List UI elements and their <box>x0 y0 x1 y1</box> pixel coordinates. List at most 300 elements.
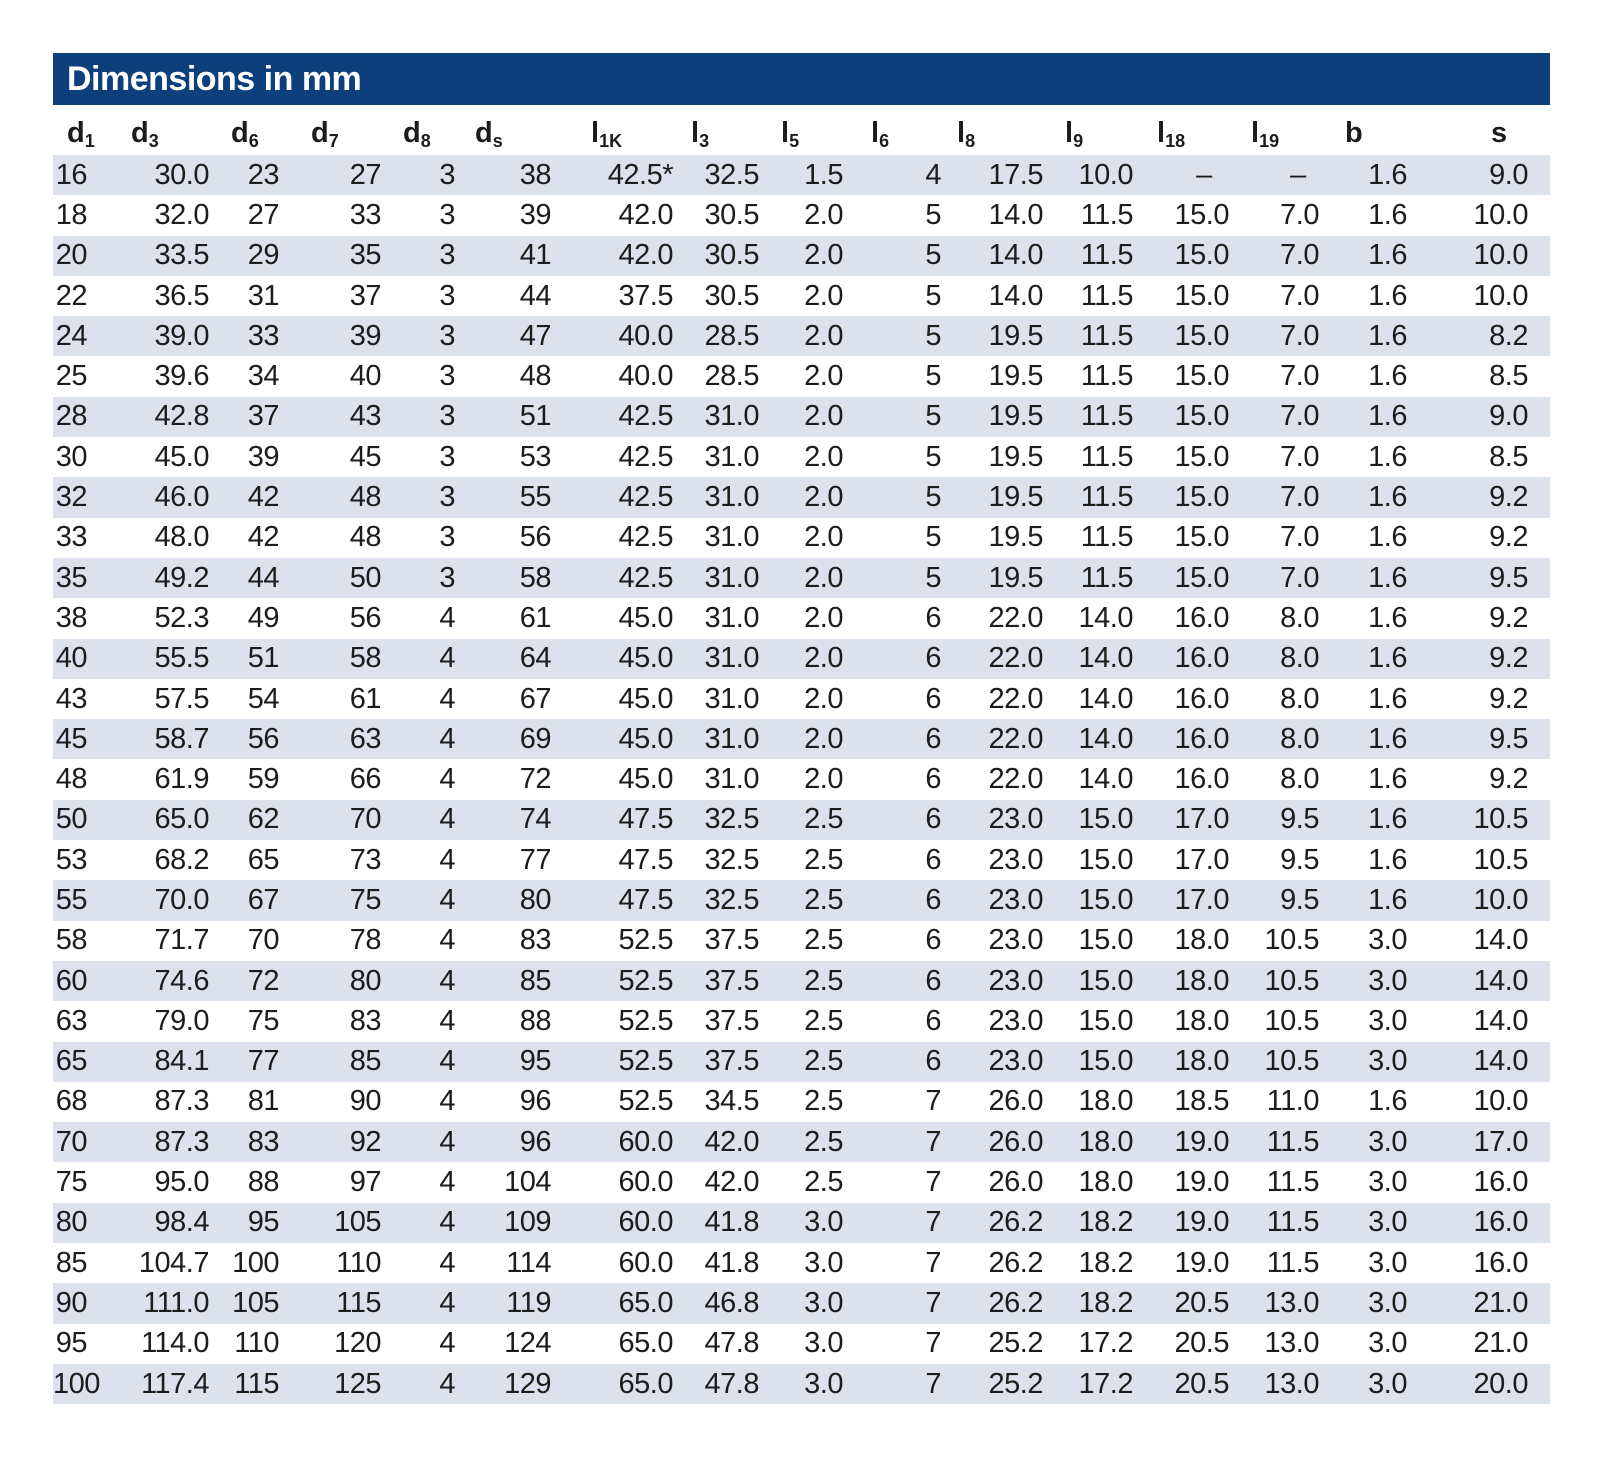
table-cell: 31.0 <box>691 477 781 517</box>
table-cell: 15.0 <box>1157 558 1251 598</box>
table-cell: 9.2 <box>1431 518 1550 558</box>
table-cell: 25.2 <box>957 1364 1065 1404</box>
table-cell: 10.0 <box>1065 155 1157 195</box>
table-cell: 18 <box>53 195 131 235</box>
table-cell: 32.0 <box>131 195 231 235</box>
table-cell: 58 <box>475 558 591 598</box>
table-cell: 70 <box>53 1122 131 1162</box>
column-header <box>1431 105 1550 155</box>
table-cell: 6 <box>871 719 957 759</box>
table-cell: 77 <box>231 1042 311 1082</box>
table-cell: 15.0 <box>1157 356 1251 396</box>
table-cell: 9.2 <box>1431 477 1550 517</box>
table-cell: 8.0 <box>1251 679 1345 719</box>
table-cell: 22.0 <box>957 679 1065 719</box>
table-cell: 65 <box>53 1042 131 1082</box>
column-header-base: l <box>691 116 700 149</box>
table-cell: 1.6 <box>1345 598 1431 638</box>
table-cell: 2.0 <box>781 639 871 679</box>
table-row <box>53 1001 1550 1041</box>
table-cell: 84.1 <box>131 1042 231 1082</box>
table-cell: 63 <box>53 1001 131 1041</box>
table-cell: 75 <box>53 1162 131 1202</box>
table-cell: 19.5 <box>957 437 1065 477</box>
table-cell: 19.5 <box>957 477 1065 517</box>
table-cell: 1.6 <box>1345 800 1431 840</box>
column-header-subscript: 18 <box>1165 130 1186 151</box>
table-cell: 6 <box>871 880 957 920</box>
table-cell: 4 <box>403 1324 475 1364</box>
table-row <box>53 1082 1550 1122</box>
table-cell: 20.5 <box>1157 1364 1251 1404</box>
table-cell: 81 <box>231 1082 311 1122</box>
column-header <box>475 105 591 155</box>
table-cell: 49 <box>231 598 311 638</box>
table-cell: 90 <box>53 1283 131 1323</box>
table-cell: 18.0 <box>1157 1001 1251 1041</box>
column-header-subscript: 5 <box>789 130 800 151</box>
table-row <box>53 477 1550 517</box>
table-cell: 35 <box>53 558 131 598</box>
table-cell: 7 <box>871 1082 957 1122</box>
table-cell: 42.5 <box>591 437 691 477</box>
table-cell: 90 <box>311 1082 403 1122</box>
table-cell: 4 <box>403 759 475 799</box>
table-cell: 44 <box>475 276 591 316</box>
table-cell: 4 <box>403 800 475 840</box>
table-cell: 47.5 <box>591 880 691 920</box>
table-cell: 11.5 <box>1251 1162 1345 1202</box>
table-cell: 14.0 <box>1431 1001 1550 1041</box>
table-cell: 95 <box>231 1203 311 1243</box>
table-cell: 2.5 <box>781 1082 871 1122</box>
column-header-subscript: 6 <box>879 130 890 151</box>
table-cell: 60.0 <box>591 1203 691 1243</box>
table-cell: 3.0 <box>781 1364 871 1404</box>
table-cell: 21.0 <box>1431 1283 1550 1323</box>
table-cell: 22.0 <box>957 598 1065 638</box>
table-row <box>53 397 1550 437</box>
column-header-subscript: 3 <box>699 130 710 151</box>
table-row <box>53 679 1550 719</box>
table-cell: 10.5 <box>1251 1042 1345 1082</box>
table-row <box>53 880 1550 920</box>
table-cell: 79.0 <box>131 1001 231 1041</box>
table-cell: 1.6 <box>1345 155 1431 195</box>
table-cell: 72 <box>475 759 591 799</box>
table-cell: 2.5 <box>781 1162 871 1202</box>
table-cell: 48 <box>311 477 403 517</box>
table-cell: 3.0 <box>1345 961 1431 1001</box>
table-cell: 27 <box>231 195 311 235</box>
table-cell: 20.5 <box>1157 1324 1251 1364</box>
table-cell: 37.5 <box>691 1042 781 1082</box>
table-cell: 62 <box>231 800 311 840</box>
table-cell: 87.3 <box>131 1082 231 1122</box>
table-cell: 4 <box>403 1122 475 1162</box>
table-cell: 1.6 <box>1345 518 1431 558</box>
table-cell: 20.5 <box>1157 1283 1251 1323</box>
table-cell: 2.0 <box>781 477 871 517</box>
table-cell: 51 <box>475 397 591 437</box>
table-row <box>53 1203 1550 1243</box>
table-cell: 4 <box>403 1364 475 1404</box>
table-cell: 3.0 <box>781 1324 871 1364</box>
table-cell: 1.6 <box>1345 477 1431 517</box>
table-cell: 117.4 <box>131 1364 231 1404</box>
table-cell: 4 <box>403 598 475 638</box>
table-cell: 7.0 <box>1251 356 1345 396</box>
table-cell: 16.0 <box>1157 719 1251 759</box>
table-cell: 2.0 <box>781 397 871 437</box>
table-cell: 1.5 <box>781 155 871 195</box>
table-cell: 7.0 <box>1251 236 1345 276</box>
table-cell: 42.0 <box>591 195 691 235</box>
table-cell: 23 <box>231 155 311 195</box>
table-cell: 2.5 <box>781 1001 871 1041</box>
table-cell: 96 <box>475 1122 591 1162</box>
table-cell: 41 <box>475 236 591 276</box>
table-cell: 92 <box>311 1122 403 1162</box>
table-cell: 31.0 <box>691 558 781 598</box>
table-cell: 18.2 <box>1065 1243 1157 1283</box>
table-cell: 27 <box>311 155 403 195</box>
table-cell: 52.5 <box>591 961 691 1001</box>
table-cell: 5 <box>871 276 957 316</box>
table-cell: 2.5 <box>781 961 871 1001</box>
table-cell: 5 <box>871 477 957 517</box>
table-row <box>53 276 1550 316</box>
table-cell: 16.0 <box>1431 1162 1550 1202</box>
table-cell: 18.0 <box>1065 1122 1157 1162</box>
table-cell: 9.5 <box>1251 800 1345 840</box>
table-cell: 42.0 <box>591 236 691 276</box>
table-cell: 54 <box>231 679 311 719</box>
table-cell: 37 <box>311 276 403 316</box>
table-cell: 19.5 <box>957 558 1065 598</box>
table-cell: 9.5 <box>1431 558 1550 598</box>
table-cell: 78 <box>311 921 403 961</box>
column-header <box>231 105 311 155</box>
table-cell: 37.5 <box>591 276 691 316</box>
table-cell: 2.0 <box>781 195 871 235</box>
table-cell: 14.0 <box>1065 639 1157 679</box>
column-header-subscript: 8 <box>965 130 976 151</box>
table-row <box>53 1162 1550 1202</box>
table-cell: 40.0 <box>591 316 691 356</box>
table-cell: 33.5 <box>131 236 231 276</box>
table-cell: 1.6 <box>1345 437 1431 477</box>
table-cell: 2.0 <box>781 558 871 598</box>
table-cell: 115 <box>311 1283 403 1323</box>
table-cell: 11.5 <box>1065 195 1157 235</box>
table-cell: 31.0 <box>691 437 781 477</box>
table-cell: 15.0 <box>1157 518 1251 558</box>
table-cell: 2.5 <box>781 1122 871 1162</box>
table-cell: 58 <box>53 921 131 961</box>
table-cell: 3 <box>403 356 475 396</box>
table-cell: 72 <box>231 961 311 1001</box>
table-row <box>53 1122 1550 1162</box>
table-cell: 32.5 <box>691 800 781 840</box>
column-header <box>691 105 781 155</box>
table-cell: 50 <box>53 800 131 840</box>
table-cell: 4 <box>403 639 475 679</box>
table-cell: 15.0 <box>1065 1042 1157 1082</box>
table-cell: 1.6 <box>1345 880 1431 920</box>
table-cell: 6 <box>871 679 957 719</box>
table-cell: 43 <box>53 679 131 719</box>
table-cell: 60 <box>53 961 131 1001</box>
table-cell: 60.0 <box>591 1162 691 1202</box>
table-cell: 70 <box>311 800 403 840</box>
table-cell: 2.0 <box>781 236 871 276</box>
table-cell: 31.0 <box>691 719 781 759</box>
table-cell: 2.5 <box>781 840 871 880</box>
column-header-base: d <box>311 116 329 149</box>
table-cell: 45 <box>311 437 403 477</box>
table-row <box>53 195 1550 235</box>
table-cell: 23.0 <box>957 961 1065 1001</box>
table-cell: 63 <box>311 719 403 759</box>
table-cell: 109 <box>475 1203 591 1243</box>
column-header-subscript: 7 <box>328 130 339 151</box>
table-cell: 37.5 <box>691 921 781 961</box>
column-header <box>403 105 475 155</box>
table-cell: 80 <box>53 1203 131 1243</box>
table-cell: 13.0 <box>1251 1283 1345 1323</box>
table-cell: 33 <box>311 195 403 235</box>
table-cell: 19.0 <box>1157 1122 1251 1162</box>
table-cell: 95 <box>475 1042 591 1082</box>
table-cell: 32.5 <box>691 155 781 195</box>
table-cell: 19.5 <box>957 356 1065 396</box>
table-cell: 31.0 <box>691 518 781 558</box>
table-cell: 7.0 <box>1251 518 1345 558</box>
table-cell: 23.0 <box>957 921 1065 961</box>
table-row <box>53 800 1550 840</box>
table-cell: 28.5 <box>691 356 781 396</box>
table-cell: 31.0 <box>691 759 781 799</box>
table-cell: 19.0 <box>1157 1203 1251 1243</box>
table-cell: 51 <box>231 639 311 679</box>
table-cell: 66 <box>311 759 403 799</box>
table-cell: 45.0 <box>591 598 691 638</box>
table-cell: 77 <box>475 840 591 880</box>
table-cell: 29 <box>231 236 311 276</box>
table-cell: 4 <box>403 1001 475 1041</box>
table-cell: 105 <box>231 1283 311 1323</box>
table-cell: 19.5 <box>957 518 1065 558</box>
table-cell: 7.0 <box>1251 195 1345 235</box>
table-cell: 3.0 <box>1345 1122 1431 1162</box>
table-cell: 100 <box>231 1243 311 1283</box>
table-cell: 23.0 <box>957 840 1065 880</box>
table-cell: 45.0 <box>591 719 691 759</box>
column-header-subscript: 8 <box>420 130 431 151</box>
table-cell: 11.5 <box>1065 316 1157 356</box>
table-cell: 4 <box>871 155 957 195</box>
table-cell: 15.0 <box>1065 840 1157 880</box>
table-cell: 7.0 <box>1251 558 1345 598</box>
table-cell: 60.0 <box>591 1122 691 1162</box>
table-cell: 17.2 <box>1065 1364 1157 1404</box>
table-cell: 7 <box>871 1283 957 1323</box>
table-cell: 1.6 <box>1345 397 1431 437</box>
table-cell: 70 <box>231 921 311 961</box>
table-cell: 49.2 <box>131 558 231 598</box>
column-header-base: l <box>591 116 600 149</box>
table-cell: 45.0 <box>591 679 691 719</box>
table-cell: 39 <box>311 316 403 356</box>
table-cell: 2.0 <box>781 316 871 356</box>
table-cell: 10.5 <box>1251 961 1345 1001</box>
table-row <box>53 921 1550 961</box>
table-cell: 31 <box>231 276 311 316</box>
table-cell: 24 <box>53 316 131 356</box>
table-cell: 37.5 <box>691 1001 781 1041</box>
table-cell: 46.0 <box>131 477 231 517</box>
table-cell: 11.5 <box>1065 437 1157 477</box>
table-cell: 11.5 <box>1065 236 1157 276</box>
table-cell: 6 <box>871 1001 957 1041</box>
table-cell: 1.6 <box>1345 195 1431 235</box>
table-cell: 18.0 <box>1065 1082 1157 1122</box>
table-cell: 19.5 <box>957 316 1065 356</box>
table-cell: 97 <box>311 1162 403 1202</box>
table-cell: 31.0 <box>691 639 781 679</box>
table-cell: 16 <box>53 155 131 195</box>
table-cell: 85 <box>475 961 591 1001</box>
table-body <box>53 155 1550 1404</box>
table-cell: 32 <box>53 477 131 517</box>
table-cell: 87.3 <box>131 1122 231 1162</box>
table-cell: 26.0 <box>957 1162 1065 1202</box>
table-cell: 3.0 <box>1345 1283 1431 1323</box>
table-cell: 10.0 <box>1431 195 1550 235</box>
table-cell: 3 <box>403 195 475 235</box>
table-cell: 71.7 <box>131 921 231 961</box>
table-row <box>53 356 1550 396</box>
table-cell: 73 <box>311 840 403 880</box>
table-cell: 4 <box>403 880 475 920</box>
table-cell: 18.2 <box>1065 1283 1157 1323</box>
table-cell: 14.0 <box>1065 598 1157 638</box>
table-cell: 15.0 <box>1157 477 1251 517</box>
table-cell: 95.0 <box>131 1162 231 1202</box>
table-cell: 10.0 <box>1431 276 1550 316</box>
table-cell: 83 <box>475 921 591 961</box>
table-cell: 3.0 <box>781 1203 871 1243</box>
table-cell: 2.0 <box>781 598 871 638</box>
table-cell: 3.0 <box>1345 1162 1431 1202</box>
table-cell: 46.8 <box>691 1283 781 1323</box>
table-cell: 31.0 <box>691 598 781 638</box>
table-cell: 2.0 <box>781 679 871 719</box>
table-cell: 9.5 <box>1251 880 1345 920</box>
table-cell: 88 <box>475 1001 591 1041</box>
table-cell: 17.2 <box>1065 1324 1157 1364</box>
table-cell: 52.5 <box>591 1001 691 1041</box>
table-cell: 5 <box>871 195 957 235</box>
table-cell: 15.0 <box>1157 316 1251 356</box>
column-header-base: d <box>403 116 421 149</box>
table-cell: 14.0 <box>957 276 1065 316</box>
table-cell: 16.0 <box>1157 639 1251 679</box>
table-cell: 15.0 <box>1157 276 1251 316</box>
table-cell: 33 <box>53 518 131 558</box>
table-cell: 48 <box>311 518 403 558</box>
table-cell: 42.5 <box>591 397 691 437</box>
table-cell: 65.0 <box>591 1364 691 1404</box>
table-cell: 17.0 <box>1157 840 1251 880</box>
column-header <box>1345 105 1431 155</box>
table-cell: 8.0 <box>1251 719 1345 759</box>
table-cell: 18.0 <box>1157 961 1251 1001</box>
column-header-subscript: 1 <box>84 130 95 151</box>
table-title: Dimensions in mm <box>53 53 1550 105</box>
table-cell: 3 <box>403 558 475 598</box>
table-cell: 5 <box>871 397 957 437</box>
table-cell: – <box>1157 155 1251 195</box>
table-cell: 4 <box>403 1203 475 1243</box>
table-cell: 3.0 <box>1345 1324 1431 1364</box>
table-cell: 55.5 <box>131 639 231 679</box>
table-cell: 39 <box>231 437 311 477</box>
column-header-base: d <box>475 116 493 149</box>
table-cell: 41.8 <box>691 1243 781 1283</box>
table-cell: 19.0 <box>1157 1243 1251 1283</box>
table-cell: 3 <box>403 518 475 558</box>
table-row <box>53 1042 1550 1082</box>
column-header-base: l <box>957 116 966 149</box>
table-cell: 8.5 <box>1431 356 1550 396</box>
table-row <box>53 840 1550 880</box>
table-cell: 25.2 <box>957 1324 1065 1364</box>
table-cell: 3.0 <box>1345 1364 1431 1404</box>
table-cell: 30.0 <box>131 155 231 195</box>
table-cell: 4 <box>403 1162 475 1202</box>
table-cell: 18.5 <box>1157 1082 1251 1122</box>
table-cell: 16.0 <box>1431 1203 1550 1243</box>
table-cell: 17.5 <box>957 155 1065 195</box>
table-cell: 2.0 <box>781 356 871 396</box>
table-cell: 5 <box>871 236 957 276</box>
table-row <box>53 639 1550 679</box>
column-header <box>1157 105 1251 155</box>
table-cell: 11.5 <box>1065 397 1157 437</box>
table-cell: 22.0 <box>957 639 1065 679</box>
table-cell: 3 <box>403 397 475 437</box>
table-cell: 1.6 <box>1345 236 1431 276</box>
column-header-base: l <box>1065 116 1074 149</box>
table-cell: 53 <box>475 437 591 477</box>
table-cell: 40 <box>53 639 131 679</box>
table-cell: 119 <box>475 1283 591 1323</box>
table-cell: 3 <box>403 236 475 276</box>
table-cell: 18.0 <box>1157 921 1251 961</box>
table-cell: 2.0 <box>781 719 871 759</box>
table-cell: 124 <box>475 1324 591 1364</box>
table-cell: 1.6 <box>1345 679 1431 719</box>
table-cell: 9.5 <box>1251 840 1345 880</box>
table-cell: 75 <box>231 1001 311 1041</box>
table-cell: 52.5 <box>591 1082 691 1122</box>
table-cell: 21.0 <box>1431 1324 1550 1364</box>
table-cell: 13.0 <box>1251 1324 1345 1364</box>
table-row <box>53 1324 1550 1364</box>
table-cell: 32.5 <box>691 840 781 880</box>
